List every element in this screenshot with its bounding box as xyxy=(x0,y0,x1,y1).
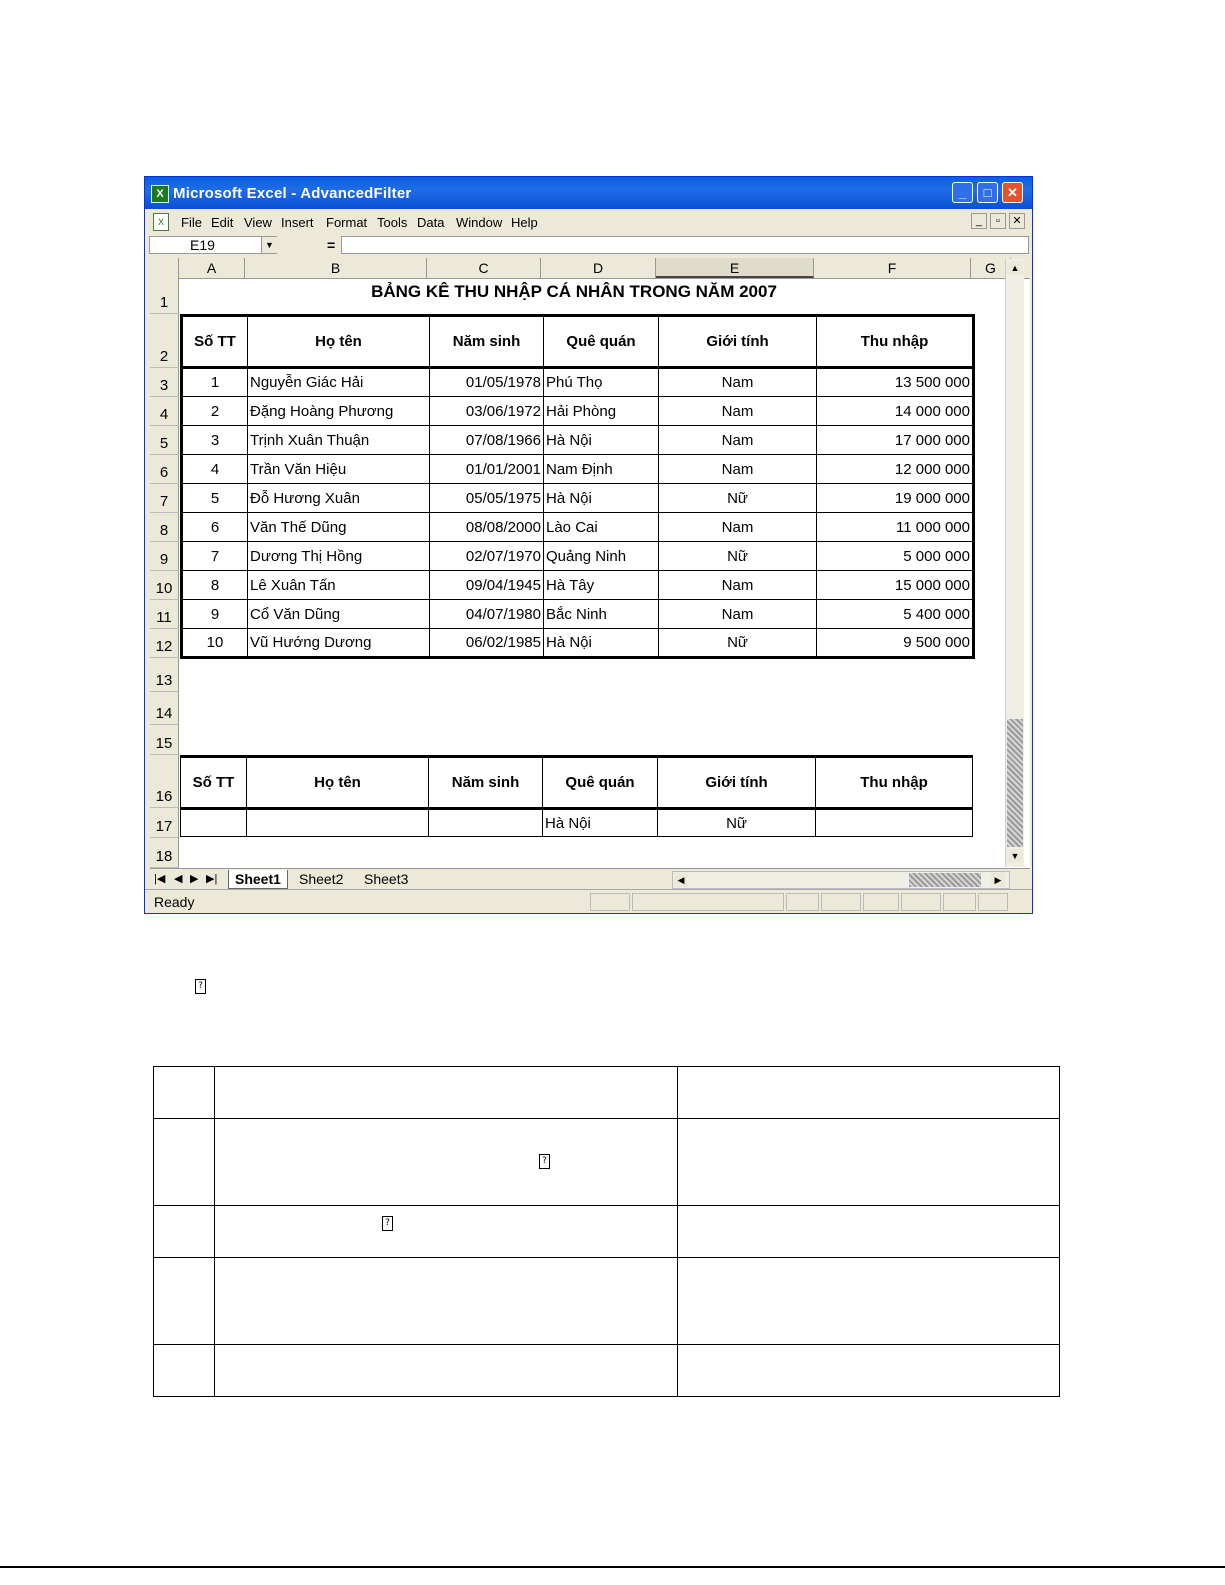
table-cell[interactable]: 5 400 000 xyxy=(817,600,974,629)
row-header[interactable]: 8 xyxy=(150,513,179,542)
missing-glyph-icon: ? xyxy=(382,1216,393,1231)
table-cell[interactable]: 13 500 000 xyxy=(817,368,974,397)
table-cell[interactable]: Đặng Hoàng Phương xyxy=(248,397,430,426)
horizontal-scrollbar[interactable] xyxy=(672,871,1010,889)
table-cell[interactable]: Nam xyxy=(659,426,817,455)
table-cell[interactable]: 10 xyxy=(182,629,248,658)
formula-equals[interactable]: = xyxy=(327,237,336,253)
row-header[interactable]: 14 xyxy=(150,692,179,725)
first-sheet-icon[interactable]: |◀ xyxy=(154,873,166,885)
menu-bar xyxy=(145,209,1032,233)
scroll-up-icon[interactable]: ▲ xyxy=(1007,261,1023,275)
table-cell[interactable]: 8 xyxy=(182,571,248,600)
table-cell[interactable]: Nữ xyxy=(659,542,817,571)
table-cell[interactable]: 17 000 000 xyxy=(817,426,974,455)
criteria-header-cell[interactable]: Họ tên xyxy=(247,757,429,809)
criteria-cell[interactable] xyxy=(247,809,429,837)
row-header[interactable]: 7 xyxy=(150,484,179,513)
table-cell xyxy=(215,1258,678,1345)
table-cell[interactable]: Bắc Ninh xyxy=(544,600,659,629)
criteria-cell[interactable]: Nữ xyxy=(658,809,816,837)
table-cell[interactable]: Nam xyxy=(659,571,817,600)
criteria-header-cell[interactable]: Thu nhập xyxy=(816,757,973,809)
header-cell[interactable]: Số TT xyxy=(182,316,248,368)
status-text: Ready xyxy=(154,894,195,910)
table-cell[interactable]: Trần Văn Hiệu xyxy=(248,455,430,484)
table-cell[interactable]: Nam xyxy=(659,513,817,542)
header-row xyxy=(182,316,974,368)
table-cell[interactable]: Lào Cai xyxy=(544,513,659,542)
status-panel xyxy=(863,893,899,911)
table-row xyxy=(154,1206,1060,1258)
table-cell[interactable]: Nam xyxy=(659,397,817,426)
table-cell[interactable]: 01/01/2001 xyxy=(430,455,544,484)
table-cell[interactable]: 08/08/2000 xyxy=(430,513,544,542)
column-header-row xyxy=(150,258,1030,279)
tab-sheet2[interactable]: Sheet2 xyxy=(299,871,344,887)
column-header-d[interactable]: D xyxy=(541,258,656,278)
income-table xyxy=(180,314,975,659)
table-cell[interactable]: 1 xyxy=(182,368,248,397)
table-cell[interactable]: 7 xyxy=(182,542,248,571)
table-cell xyxy=(154,1206,215,1258)
table-cell[interactable]: Vũ Hướng Dương xyxy=(248,629,430,658)
table-cell xyxy=(215,1119,678,1206)
column-header-f[interactable]: F xyxy=(814,258,971,278)
header-cell[interactable]: Giới tính xyxy=(659,316,817,368)
table-row xyxy=(182,484,974,513)
table-cell xyxy=(678,1119,1060,1206)
table-cell[interactable]: 01/05/1978 xyxy=(430,368,544,397)
name-box-dropdown-icon[interactable]: ▼ xyxy=(261,237,277,253)
status-panel xyxy=(901,893,941,911)
sheet-title[interactable]: BẢNG KÊ THU NHẬP CÁ NHÂN TRONG NĂM 2007 xyxy=(371,282,777,301)
row-header[interactable]: 17 xyxy=(150,808,179,838)
criteria-cell[interactable] xyxy=(429,809,543,837)
table-cell[interactable]: Nam xyxy=(659,600,817,629)
table-cell[interactable]: 9 xyxy=(182,600,248,629)
table-cell[interactable]: 5 000 000 xyxy=(817,542,974,571)
header-cell[interactable]: Họ tên xyxy=(248,316,430,368)
table-cell xyxy=(215,1067,678,1119)
status-bar xyxy=(145,889,1032,914)
row-header[interactable]: 6 xyxy=(150,455,179,484)
table-cell[interactable]: Hà Nội xyxy=(544,426,659,455)
row-header[interactable]: 13 xyxy=(150,658,179,692)
criteria-cell[interactable] xyxy=(816,809,973,837)
table-row xyxy=(182,397,974,426)
menu-view[interactable]: View xyxy=(244,215,272,230)
excel-window xyxy=(144,176,1033,914)
answer-table xyxy=(153,1066,1060,1397)
column-header-e[interactable]: E xyxy=(656,258,814,278)
table-cell[interactable]: Cổ Văn Dũng xyxy=(248,600,430,629)
doc-minimize-button[interactable]: _ xyxy=(971,213,987,229)
maximize-button[interactable]: □ xyxy=(977,182,998,203)
table-cell[interactable]: 07/08/1966 xyxy=(430,426,544,455)
menu-tools[interactable]: Tools xyxy=(377,215,408,230)
missing-glyph-icon: ? xyxy=(195,979,206,994)
table-cell[interactable]: 09/04/1945 xyxy=(430,571,544,600)
table-cell xyxy=(678,1258,1060,1345)
status-panel xyxy=(632,893,784,911)
table-row xyxy=(182,600,974,629)
table-cell[interactable]: 6 xyxy=(182,513,248,542)
table-cell xyxy=(678,1067,1060,1119)
column-header-g[interactable]: G xyxy=(971,258,1011,278)
status-panel xyxy=(786,893,819,911)
status-panel xyxy=(821,893,861,911)
menu-file[interactable]: File xyxy=(181,215,202,230)
excel-app-icon: X xyxy=(151,185,169,203)
row-header[interactable]: 12 xyxy=(150,629,179,658)
doc-restore-button[interactable]: ▫ xyxy=(990,213,1006,229)
row-header[interactable]: 1 xyxy=(150,278,179,314)
row-header[interactable]: 9 xyxy=(150,542,179,571)
table-row xyxy=(154,1258,1060,1345)
scroll-down-icon[interactable]: ▼ xyxy=(1007,849,1023,863)
table-cell[interactable]: Hà Nội xyxy=(544,629,659,658)
next-sheet-icon[interactable]: ▶ xyxy=(190,873,199,885)
table-cell[interactable]: Hải Phòng xyxy=(544,397,659,426)
table-row xyxy=(154,1119,1060,1206)
workbook-icon[interactable]: X xyxy=(153,213,169,231)
name-box[interactable]: E19 xyxy=(149,236,277,254)
header-cell[interactable]: Năm sinh xyxy=(430,316,544,368)
status-panel xyxy=(590,893,630,911)
table-cell[interactable]: Nam xyxy=(659,455,817,484)
doc-close-button[interactable]: ✕ xyxy=(1009,213,1025,229)
row-header[interactable]: 3 xyxy=(150,368,179,397)
table-cell[interactable]: Hà Tây xyxy=(544,571,659,600)
criteria-header-cell[interactable]: Giới tính xyxy=(658,757,816,809)
table-row xyxy=(154,1345,1060,1397)
table-row xyxy=(182,426,974,455)
table-cell[interactable]: 06/02/1985 xyxy=(430,629,544,658)
table-cell[interactable]: Trịnh Xuân Thuận xyxy=(248,426,430,455)
table-row xyxy=(182,629,974,658)
table-cell[interactable]: 02/07/1970 xyxy=(430,542,544,571)
vertical-scroll-thumb[interactable] xyxy=(1007,719,1023,847)
table-cell xyxy=(154,1258,215,1345)
table-cell[interactable]: Nam xyxy=(659,368,817,397)
minimize-button[interactable]: _ xyxy=(952,182,973,203)
table-cell xyxy=(154,1067,215,1119)
table-row xyxy=(182,542,974,571)
sheet-tab-bar xyxy=(150,868,1030,889)
menu-help[interactable]: Help xyxy=(511,215,538,230)
criteria-table xyxy=(180,755,973,837)
row-header[interactable]: 15 xyxy=(150,725,179,755)
table-row xyxy=(154,1067,1060,1119)
table-cell[interactable]: Phú Thọ xyxy=(544,368,659,397)
table-cell[interactable]: 14 000 000 xyxy=(817,397,974,426)
table-cell[interactable]: 15 000 000 xyxy=(817,571,974,600)
table-cell[interactable]: Đỗ Hương Xuân xyxy=(248,484,430,513)
tab-sheet1[interactable]: Sheet1 xyxy=(228,870,288,889)
table-cell[interactable]: 2 xyxy=(182,397,248,426)
title-bar[interactable] xyxy=(145,177,1032,209)
criteria-header-cell[interactable]: Năm sinh xyxy=(429,757,543,809)
table-cell[interactable]: 5 xyxy=(182,484,248,513)
worksheet-grid xyxy=(150,258,1030,868)
criteria-header-row xyxy=(181,757,973,809)
table-cell[interactable]: Nữ xyxy=(659,629,817,658)
table-cell[interactable]: 4 xyxy=(182,455,248,484)
missing-glyph-icon: ? xyxy=(539,1154,550,1169)
column-header-a[interactable]: A xyxy=(179,258,245,278)
table-cell[interactable]: Quảng Ninh xyxy=(544,542,659,571)
table-cell xyxy=(215,1345,678,1397)
column-header-b[interactable]: B xyxy=(245,258,427,278)
select-all-corner[interactable] xyxy=(150,258,179,278)
row-header[interactable]: 11 xyxy=(150,600,179,629)
table-cell[interactable]: 05/05/1975 xyxy=(430,484,544,513)
table-row xyxy=(182,513,974,542)
criteria-header-cell[interactable]: Quê quán xyxy=(543,757,658,809)
row-header[interactable]: 18 xyxy=(150,838,179,868)
table-cell xyxy=(154,1119,215,1206)
row-header[interactable]: 2 xyxy=(150,314,179,368)
table-cell[interactable]: Văn Thế Dũng xyxy=(248,513,430,542)
table-cell[interactable]: Nam Định xyxy=(544,455,659,484)
table-cell[interactable]: Hà Nội xyxy=(544,484,659,513)
table-row xyxy=(182,455,974,484)
column-header-c[interactable]: C xyxy=(427,258,541,278)
status-panel xyxy=(978,893,1008,911)
table-cell[interactable]: Nguyễn Giác Hải xyxy=(248,368,430,397)
tab-sheet3[interactable]: Sheet3 xyxy=(364,871,409,887)
menu-format[interactable]: Format xyxy=(326,215,368,230)
header-cell[interactable]: Thu nhập xyxy=(817,316,974,368)
horizontal-scroll-thumb[interactable] xyxy=(909,873,981,887)
criteria-header-cell[interactable]: Số TT xyxy=(181,757,247,809)
criteria-cell[interactable] xyxy=(181,809,247,837)
last-sheet-icon[interactable]: ▶| xyxy=(206,873,218,885)
table-cell[interactable]: Nữ xyxy=(659,484,817,513)
vertical-scrollbar[interactable] xyxy=(1005,259,1024,867)
table-cell[interactable]: 9 500 000 xyxy=(817,629,974,658)
row-header[interactable]: 10 xyxy=(150,571,179,600)
table-cell[interactable]: Lê Xuân Tấn xyxy=(248,571,430,600)
table-cell[interactable]: 19 000 000 xyxy=(817,484,974,513)
table-cell[interactable]: 04/07/1980 xyxy=(430,600,544,629)
table-cell[interactable]: 3 xyxy=(182,426,248,455)
table-cell[interactable]: 03/06/1972 xyxy=(430,397,544,426)
table-cell xyxy=(678,1345,1060,1397)
formula-input[interactable] xyxy=(341,236,1029,254)
row-header[interactable]: 4 xyxy=(150,397,179,426)
page-bottom-rule xyxy=(0,1566,1225,1568)
window-title: Microsoft Excel - AdvancedFilter xyxy=(173,185,412,202)
status-panel xyxy=(943,893,976,911)
menu-edit[interactable]: Edit xyxy=(211,215,234,230)
table-cell xyxy=(154,1345,215,1397)
table-cell[interactable]: Dương Thị Hồng xyxy=(248,542,430,571)
criteria-row xyxy=(181,809,973,837)
table-cell[interactable]: 11 000 000 xyxy=(817,513,974,542)
scroll-left-icon[interactable]: ◀ xyxy=(674,873,688,887)
table-cell xyxy=(678,1206,1060,1258)
criteria-cell[interactable]: Hà Nội xyxy=(543,809,658,837)
row-header[interactable]: 16 xyxy=(150,755,179,808)
close-button[interactable]: ✕ xyxy=(1002,182,1023,203)
scroll-right-icon[interactable]: ▶ xyxy=(991,873,1005,887)
table-row xyxy=(182,571,974,600)
menu-data[interactable]: Data xyxy=(417,215,445,230)
row-header[interactable]: 5 xyxy=(150,426,179,455)
table-cell[interactable]: 12 000 000 xyxy=(817,455,974,484)
menu-window[interactable]: Window xyxy=(456,215,503,230)
header-cell[interactable]: Quê quán xyxy=(544,316,659,368)
table-cell xyxy=(215,1206,678,1258)
menu-insert[interactable]: Insert xyxy=(281,215,314,230)
formula-bar xyxy=(145,234,1032,256)
prev-sheet-icon[interactable]: ◀ xyxy=(174,873,183,885)
table-row xyxy=(182,368,974,397)
